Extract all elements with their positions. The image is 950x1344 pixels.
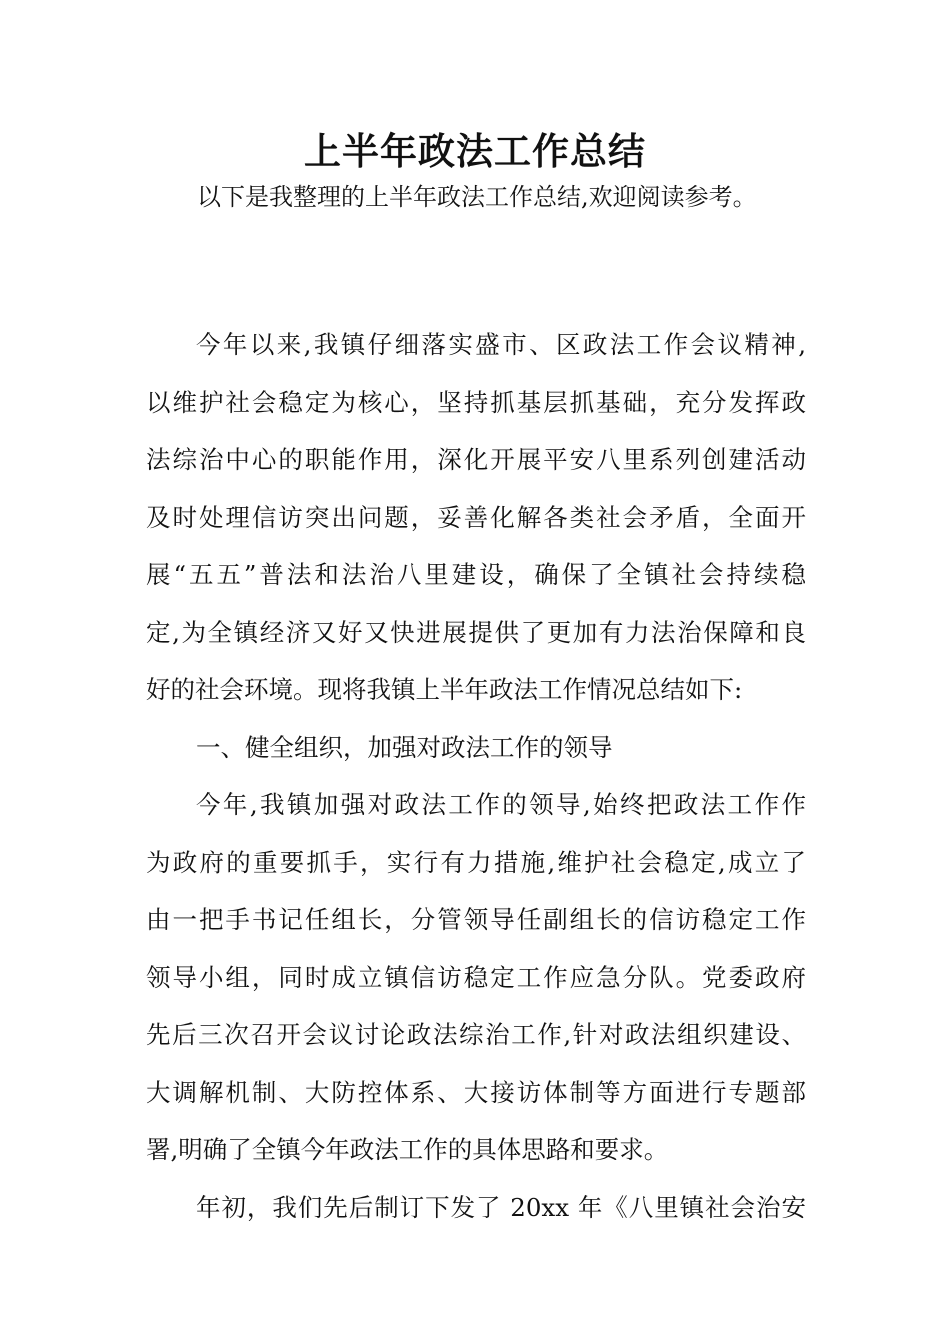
paragraph-line: 由一把手书记任组长，分管领导任副组长的信访稳定工作 [146, 905, 806, 934]
paragraph-line: 年初，我们先后制订下发了 20xx 年《八里镇社会治安 [196, 1192, 806, 1222]
paragraph-line: 领导小组，同时成立镇信访稳定工作应急分队。党委政府 [146, 962, 806, 992]
paragraph-line: 及时处理信访突出问题，妥善化解各类社会矛盾，全面开 [146, 502, 806, 532]
paragraph-line: 以维护社会稳定为核心，坚持抓基层抓基础，充分发挥政 [146, 387, 806, 417]
paragraph-line: 为政府的重要抓手，实行有力措施,维护社会稳定,成立了 [146, 847, 806, 877]
intro-paragraph: 以下是我整理的上半年政法工作总结,欢迎阅读参考。 [197, 183, 757, 211]
paragraph-line: 署,明确了全镇今年政法工作的具体思路和要求。 [146, 1135, 669, 1164]
paragraph-line: 今年,我镇加强对政法工作的领导,始终把政法工作作 [196, 790, 806, 819]
document-body [146, 316, 806, 1236]
paragraph-line: 法综治中心的职能作用，深化开展平安八里系列创建活动 [146, 445, 806, 474]
section-heading: 一、健全组织，加强对政法工作的领导 [196, 732, 613, 762]
paragraph-line: 先后三次召开会议讨论政法综治工作,针对政法组织建设、 [146, 1020, 806, 1049]
paragraph-line: 好的社会环境。现将我镇上半年政法工作情况总结如下: [146, 675, 743, 704]
document-title: 上半年政法工作总结 [304, 130, 646, 173]
paragraph-line: 定,为全镇经济又好又快进展提供了更加有力法治保障和良 [146, 617, 806, 647]
paragraph-line: 展“五五”普法和法治八里建设，确保了全镇社会持续稳 [146, 560, 806, 589]
paragraph-line: 大调解机制、大防控体系、大接访体制等方面进行专题部 [146, 1077, 806, 1107]
paragraph-line: 今年以来,我镇仔细落实盛市、区政法工作会议精神, [196, 330, 806, 359]
